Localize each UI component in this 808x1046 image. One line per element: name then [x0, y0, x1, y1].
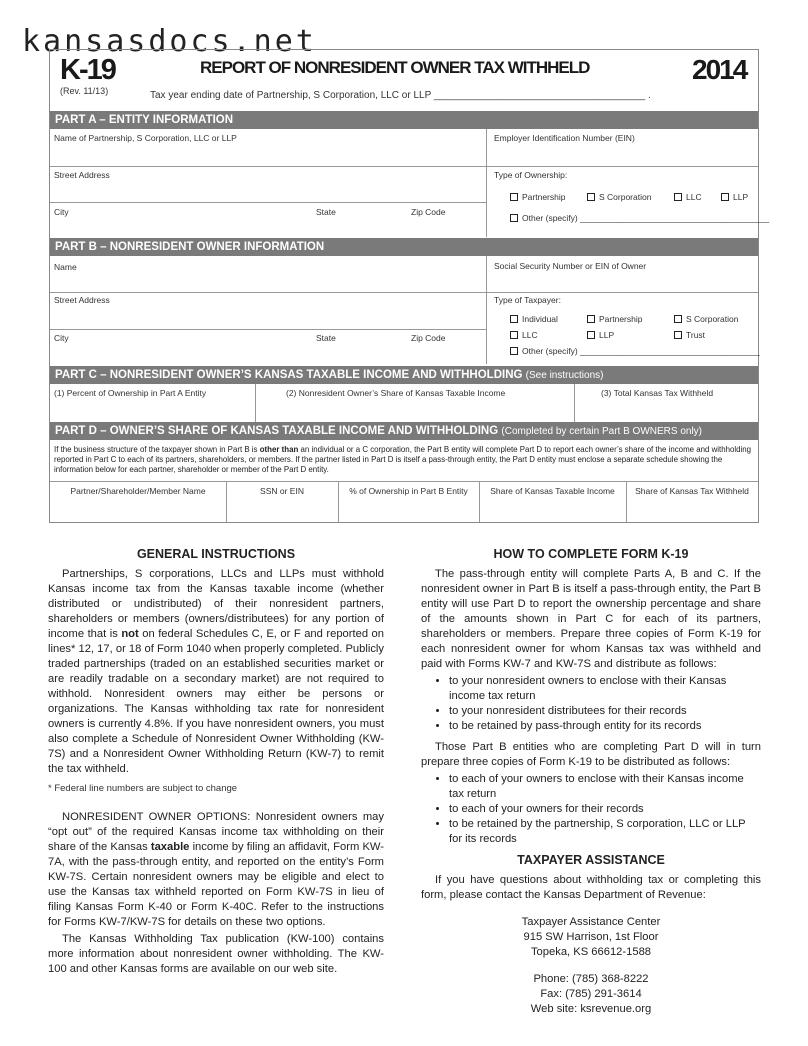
divider: [50, 166, 758, 167]
share-withheld-column: Share of Kansas Tax Withheld: [635, 486, 749, 496]
taxpayer-assistance-heading: TAXPAYER ASSISTANCE: [517, 853, 665, 867]
tax-year-ending-line[interactable]: Tax year ending date of Partnership, S Corporation, LLC or LLP ______________________________________ .: [150, 90, 651, 101]
checkbox-taxpayer-llp[interactable]: LLP: [587, 330, 614, 340]
part-b-heading: PART B – NONRESIDENT OWNER INFORMATION: [50, 238, 758, 256]
list-item: • to your nonresident distributees for their records: [449, 704, 761, 719]
divider: [50, 329, 486, 330]
howto-paragraph-1: The pass-through entity will complete Parts A, B and C. If the nonresident owner in Part B is itself a pass-through entity, the Part B entity will use Part D to report the ownership percentage and share of the amounts shown in Part C for each of its partners, shareholders or members. Prepare three copies of Form K-19 for each nonresident owner for whom Kansas tax was withheld and paid with Forms KW-7 and KW-7S and distribute as follows:: [421, 568, 761, 670]
divider: [574, 384, 575, 422]
entity-name-field[interactable]: Name of Partnership, S Corporation, LLC or LLP: [54, 133, 237, 143]
percent-ownership-field[interactable]: (1) Percent of Ownership in Part A Entity: [54, 388, 207, 398]
divider: [486, 256, 487, 364]
checkbox-trust[interactable]: Trust: [674, 330, 705, 340]
assistance-fax: Fax: (785) 291-3614: [540, 988, 642, 1000]
watermark: kansasdocs.net: [22, 24, 317, 59]
checkbox-llp[interactable]: LLP: [721, 192, 748, 202]
tax-year: 2014: [692, 54, 747, 85]
checkbox-other-ownership[interactable]: Other (specify) ________________________________________: [510, 213, 769, 223]
assistance-city: Topeka, KS 66612-1588: [530, 946, 652, 958]
general-instructions-heading: GENERAL INSTRUCTIONS: [136, 547, 296, 561]
owner-city-field[interactable]: City: [54, 333, 69, 343]
checkbox-llc[interactable]: LLC: [674, 192, 702, 202]
checkbox-other-taxpayer[interactable]: Other (specify) ______________________________________: [510, 346, 760, 356]
assistance-center-name: Taxpayer Assistance Center: [521, 916, 661, 928]
owner-name-field[interactable]: Name: [54, 262, 77, 272]
ssn-ein-column: SSN or EIN: [260, 486, 304, 496]
share-income-column: Share of Kansas Taxable Income: [490, 486, 615, 496]
list-item: • to your nonresident owners to enclose with their Kansas income tax return: [449, 674, 761, 704]
list-item: • to be retained by the partnership, S corporation, LLC or LLP for its records: [449, 817, 761, 847]
assistance-street: 915 SW Harrison, 1st Floor: [523, 931, 659, 943]
checkbox-taxpayer-partnership[interactable]: Partnership: [587, 314, 642, 324]
part-d-heading: PART D – OWNER’S SHARE OF KANSAS TAXABLE INCOME AND WITHHOLDING (Completed by certain Part B OWNERS only): [50, 422, 758, 440]
distribution-list-2: [421, 772, 761, 847]
divider: [255, 384, 256, 422]
divider: [50, 481, 758, 482]
entity-city-field[interactable]: City: [54, 207, 69, 217]
checkbox-partnership[interactable]: Partnership: [510, 192, 565, 202]
ein-field[interactable]: Employer Identification Number (EIN): [494, 133, 635, 143]
assistance-website[interactable]: Web site: ksrevenue.org: [530, 1003, 652, 1015]
partner-name-column: Partner/Shareholder/Member Name: [70, 486, 206, 496]
entity-state-field[interactable]: State: [316, 207, 336, 217]
owner-zip-field[interactable]: Zip Code: [411, 333, 446, 343]
checkbox-taxpayer-llc[interactable]: LLC: [510, 330, 538, 340]
taxpayer-type-label: Type of Taxpayer:: [494, 295, 561, 305]
assistance-phone: Phone: (785) 368-8222: [533, 973, 649, 985]
part-d-instructions: If the business structure of the taxpayer shown in Part B is other than an individual or a C corporation, the Part B entity will complete Part D to report each owner’s share of the income and withholding reported in Part C to each of its partners, shareholders, or members. If the partner listed in Part D is itself a pass-through entity, the Part D entity must enclose a separate schedule showing the information below for each partner, shareholder or member of the Part D entity.: [54, 445, 752, 474]
list-item: • to be retained by pass-through entity for its records: [449, 719, 761, 734]
entity-zip-field[interactable]: Zip Code: [411, 207, 446, 217]
checkbox-individual[interactable]: Individual: [510, 314, 558, 324]
revision-date: (Rev. 11/13): [60, 86, 109, 96]
footnote: * Federal line numbers are subject to change: [48, 783, 238, 794]
list-item: • to each of your owners for their records: [449, 802, 761, 817]
owner-street-field[interactable]: Street Address: [54, 295, 110, 305]
total-tax-withheld-field[interactable]: (3) Total Kansas Tax Withheld: [601, 388, 714, 398]
ownership-type-label: Type of Ownership:: [494, 170, 568, 180]
part-c-heading: PART C – NONRESIDENT OWNER’S KANSAS TAXABLE INCOME AND WITHHOLDING (See instructions): [50, 366, 758, 384]
owner-state-field[interactable]: State: [316, 333, 336, 343]
divider: [486, 129, 487, 237]
entity-street-field[interactable]: Street Address: [54, 170, 110, 180]
form-number: K-19: [60, 54, 115, 86]
checkbox-s-corporation[interactable]: S Corporation: [587, 192, 651, 202]
owner-ssn-field[interactable]: Social Security Number or EIN of Owner: [494, 261, 647, 271]
form-title: REPORT OF NONRESIDENT OWNER TAX WITHHELD: [200, 58, 590, 77]
distribution-list-1: [421, 674, 761, 734]
how-to-complete: [421, 547, 761, 1017]
part-a-heading: PART A – ENTITY INFORMATION: [50, 111, 758, 129]
howto-paragraph-2: Those Part B entities who are completing Part D will in turn prepare three copies of Form K-19 to be distributed as follows:: [421, 741, 761, 768]
divider: [50, 292, 758, 293]
assistance-paragraph: If you have questions about withholding tax or completing this form, please contact the Kansas Department of Revenue:: [421, 874, 761, 901]
general-paragraph-2: NONRESIDENT OWNER OPTIONS: Nonresident owners may “opt out” of the required Kansas income tax withholding on their share of the Kansas taxable income by filing an affidavit, Form KW-7A, with the pass-through entity, and reported on the entity’s Form KW-7S. Certain nonresident owners may be eligible and elect to use the Kansas tax withheld reported on Form KW-7S in lieu of filing Kansas Form K-40 or Form K-40C. Refer to the instructions for Forms KW-7/KW-7S for details on these two options.: [48, 811, 384, 928]
owner-share-income-field[interactable]: (2) Nonresident Owner’s Share of Kansas Taxable Income: [286, 388, 506, 398]
how-to-complete-heading: HOW TO COMPLETE FORM K-19: [493, 547, 689, 561]
list-item: • to each of your owners to enclose with their Kansas income tax return: [449, 772, 761, 802]
checkbox-taxpayer-s-corporation[interactable]: S Corporation: [674, 314, 738, 324]
general-paragraph-1: Partnerships, S corporations, LLCs and LLPs must withhold Kansas income tax from the Kansas taxable income (whether distributed or undistributed) of their nonresident partners, shareholders or members (owners/distributees) for any portion of income that is not on federal Schedules C, E, or F and reported on lines* 12, 17, or 18 of Form 1040 when properly completed. Publicly traded partnerships (traded on an established securities market or are readily tradable on a secondary market) are not required to withhold. Nonresident owners may either be persons or organizations. The Kansas withholding tax rate for nonresident owners is currently 4.8%. If you have nonresident owners, you must also complete a Schedule of Nonresident Owner Withholding (KW-7S) and a Nonresident Owner Withholding Return (KW-7) to remit the tax withheld.: [48, 568, 384, 775]
divider: [50, 202, 486, 203]
ownership-percent-column: % of Ownership in Part B Entity: [349, 486, 468, 496]
general-instructions: [48, 547, 384, 977]
general-paragraph-3: The Kansas Withholding Tax publication (KW-100) contains more information about nonresident owner withholding. The KW-100 and other Kansas forms are available on our web site.: [48, 933, 384, 975]
